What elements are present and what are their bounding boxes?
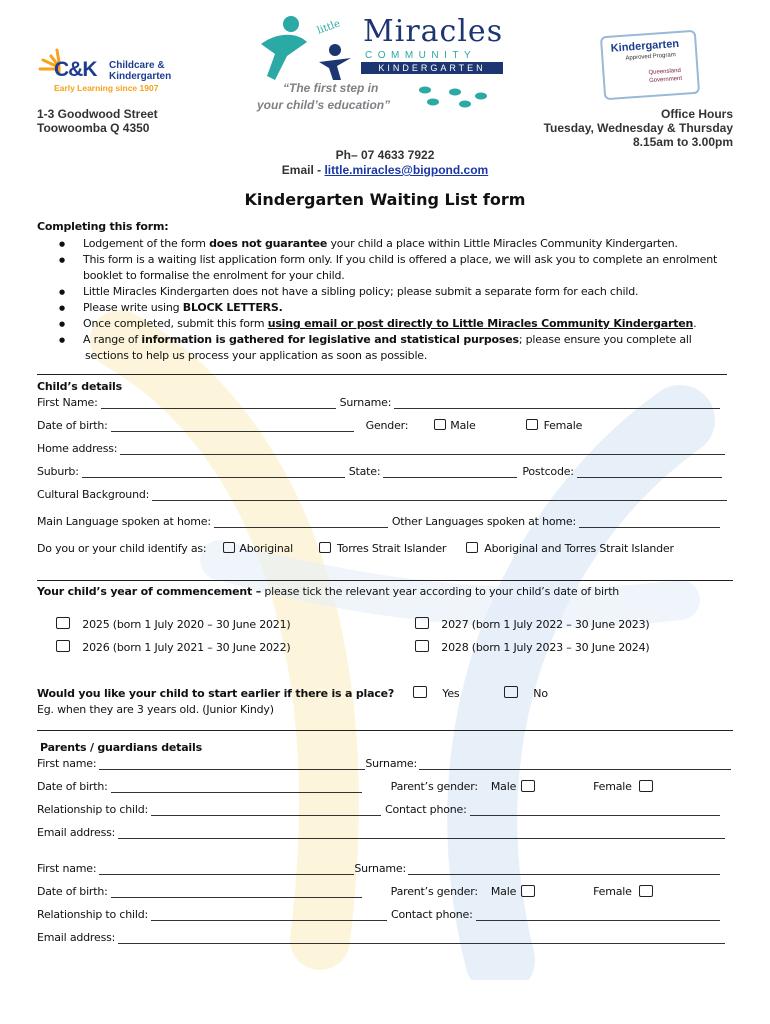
year-2026-checkbox[interactable] <box>56 640 70 652</box>
intro-heading: Completing this form: <box>37 220 169 233</box>
child-first-name-field[interactable] <box>101 397 336 409</box>
logo-kindergarten-band: KINDERGARTEN <box>361 62 503 74</box>
parent1-relationship-field[interactable] <box>151 804 381 816</box>
intro-bullet-1: ● Lodgement of the form does not guarantee your child a place within Little Miracles Community Kindergarten. <box>37 236 747 252</box>
child-surname-field[interactable] <box>394 397 720 409</box>
office-hours-time: 8.15am to 3.00pm <box>632 135 733 149</box>
intro-bullet-2: ● This form is a waiting list application form only. If you child is offered a place, we will ask you to complete an enrolment booklet to formalise the enrolment for your child. <box>37 252 747 284</box>
parent2-contact-label: Contact phone: <box>390 908 473 921</box>
email-link[interactable]: little.miracles@bigpond.com <box>324 163 489 177</box>
identify-label: Do you or your child identify as: <box>37 542 207 555</box>
parent2-female-label: Female <box>593 885 632 898</box>
parent2-dob-row <box>37 885 653 898</box>
child-cultural-row <box>37 488 727 501</box>
logo-community: COMMUNITY <box>365 50 477 61</box>
early-no-checkbox[interactable] <box>504 686 518 698</box>
email-line <box>0 163 770 178</box>
footprints-icon <box>415 82 495 116</box>
child-dob-label: Date of birth: <box>37 419 108 432</box>
ck-line2: Kindergarten <box>109 71 172 82</box>
home-address-label: Home address: <box>37 442 118 455</box>
tsi-checkbox[interactable] <box>319 542 331 553</box>
parent2-email-label: Email address: <box>37 931 116 944</box>
parent1-first-name-field[interactable] <box>99 758 365 770</box>
phone: Ph– 07 4633 7922 <box>335 148 435 162</box>
parent2-relationship-row <box>37 908 720 921</box>
intro-bullet-6: ● A range of information is gathered for legislative and statistical purposes; please ensure you complete all sections to help us process your application as soon as possible. <box>37 332 747 364</box>
parent1-contact-label: Contact phone: <box>384 803 467 816</box>
both-label: Aboriginal and Torres Strait Islander <box>484 542 674 555</box>
miracles-logo <box>255 14 505 114</box>
child-name-row <box>37 396 720 409</box>
postcode-label: Postcode: <box>522 465 574 478</box>
parent2-first-name-label: First name: <box>37 862 97 875</box>
parent2-dob-label: Date of birth: <box>37 885 108 898</box>
child-female-label: Female <box>543 419 583 432</box>
parent1-female-label: Female <box>593 780 632 793</box>
early-yes-checkbox[interactable] <box>413 686 427 698</box>
year-2026-option: 2026 (born 1 July 2021 – 30 June 2022) <box>56 640 290 654</box>
parent2-dob-field[interactable] <box>111 886 362 898</box>
year-2028-option: 2028 (born 1 July 2023 – 30 June 2024) <box>415 640 649 654</box>
child-male-checkbox[interactable] <box>434 419 446 430</box>
parent2-contact-field[interactable] <box>476 909 720 921</box>
both-checkbox[interactable] <box>466 542 478 553</box>
badge-gov: Queensland Government <box>648 67 683 85</box>
parent2-name-row <box>37 862 720 875</box>
email-label: Email - <box>281 163 325 177</box>
child-language-row <box>37 515 720 528</box>
child-gender-label: Gender: <box>365 419 409 432</box>
approved-program-badge <box>600 30 700 101</box>
child-dob-row <box>37 419 582 432</box>
child-suburb-row <box>37 465 722 478</box>
parent1-relationship-row <box>37 803 720 816</box>
children-figures-icon <box>257 14 357 84</box>
parents-heading: Parents / guardians details <box>40 741 202 754</box>
parent2-female-checkbox[interactable] <box>639 885 653 897</box>
parent1-email-label: Email address: <box>37 826 116 839</box>
parent1-surname-label: Surname: <box>365 757 417 770</box>
child-male-label: Male <box>450 419 476 432</box>
main-language-label: Main Language spoken at home: <box>37 515 211 528</box>
office-hours-days: Tuesday, Wednesday & Thursday <box>543 121 733 135</box>
badge-title: Kindergarten <box>610 37 680 55</box>
other-language-label: Other Languages spoken at home: <box>391 515 576 528</box>
child-identify-row <box>37 542 674 555</box>
aboriginal-checkbox[interactable] <box>223 542 235 553</box>
parent2-surname-field[interactable] <box>408 863 720 875</box>
postcode-field[interactable] <box>577 466 722 478</box>
suburb-label: Suburb: <box>37 465 79 478</box>
parent1-contact-field[interactable] <box>470 804 720 816</box>
intro-bullet-3: ● Little Miracles Kindergarten does not have a sibling policy; please submit a separate form for each child. <box>37 284 747 300</box>
other-language-field[interactable] <box>579 516 720 528</box>
child-heading: Child’s details <box>37 380 122 393</box>
parent1-name-row <box>37 757 731 770</box>
commencement-heading: Your child’s year of commencement – please tick the relevant year according to your child’s date of birth <box>37 585 620 598</box>
address-line-1: 1-3 Goodwood Street <box>37 107 158 121</box>
aboriginal-label: Aboriginal <box>239 542 294 555</box>
parent2-email-field[interactable] <box>118 932 725 944</box>
year-2027-checkbox[interactable] <box>415 617 429 629</box>
parent1-female-checkbox[interactable] <box>639 780 653 792</box>
logo-tagline-2: your child’s education” <box>257 98 391 112</box>
early-no-option: No <box>504 686 548 700</box>
section-divider-1 <box>37 374 727 375</box>
address-line-2: Toowoomba Q 4350 <box>37 121 150 135</box>
year-2025-option: 2025 (born 1 July 2020 – 30 June 2021) <box>56 617 290 631</box>
cultural-label: Cultural Background: <box>37 488 150 501</box>
parent1-dob-row <box>37 780 653 793</box>
parent2-email-row <box>37 931 725 944</box>
parent1-first-name-label: First name: <box>37 757 97 770</box>
tsi-label: Torres Strait Islander <box>337 542 447 555</box>
parent1-email-row <box>37 826 725 839</box>
child-female-checkbox[interactable] <box>526 419 538 430</box>
parent1-relationship-label: Relationship to child: <box>37 803 148 816</box>
section-divider-3 <box>37 730 733 731</box>
form-title: Kindergarten Waiting List form <box>244 190 526 209</box>
main-language-field[interactable] <box>214 516 388 528</box>
early-start-example: Eg. when they are 3 years old. (Junior Kindy) <box>37 703 274 716</box>
child-dob-field[interactable] <box>111 420 354 432</box>
year-2025-checkbox[interactable] <box>56 617 70 629</box>
logo-miracles-word: Miracles <box>363 14 504 49</box>
suburb-field[interactable] <box>82 466 345 478</box>
ck-line1: Childcare & <box>109 60 165 71</box>
parent2-male-checkbox[interactable] <box>521 885 535 897</box>
cultural-field[interactable] <box>152 489 727 501</box>
parent2-relationship-label: Relationship to child: <box>37 908 148 921</box>
ck-logo <box>37 46 187 94</box>
ck-tagline: Early Learning since 1907 <box>54 83 159 93</box>
parent2-first-name-field[interactable] <box>99 863 354 875</box>
year-2028-checkbox[interactable] <box>415 640 429 652</box>
year-2027-option: 2027 (born 1 July 2022 – 30 June 2023) <box>415 617 649 631</box>
state-label: State: <box>348 465 381 478</box>
child-first-name-label: First Name: <box>37 396 98 409</box>
intro-bullet-5: ● Once completed, submit this form using email or post directly to Little Miracles Community Kindergarten. <box>37 316 747 332</box>
parent2-surname-label: Surname: <box>354 862 406 875</box>
logo-tagline-1: “The first step in <box>283 81 379 95</box>
home-address-field[interactable] <box>120 443 725 455</box>
parent1-gender-label: Parent’s gender: <box>390 780 478 793</box>
logo-little: little <box>315 18 342 37</box>
child-surname-label: Surname: <box>339 396 392 409</box>
early-yes-option: Yes <box>413 686 459 700</box>
parent2-relationship-field[interactable] <box>151 909 387 921</box>
parent1-surname-field[interactable] <box>419 758 731 770</box>
office-hours-title: Office Hours <box>660 107 733 121</box>
parent1-dob-label: Date of birth: <box>37 780 108 793</box>
parent1-male-checkbox[interactable] <box>521 780 535 792</box>
parent1-male-label: Male <box>490 780 517 793</box>
early-start-question: Would you like your child to start earlier if there is a place? <box>37 687 395 700</box>
intro-bullet-4: ● Please write using BLOCK LETTERS. <box>37 300 747 316</box>
badge-sub: Approved Program <box>625 52 676 62</box>
parent1-email-field[interactable] <box>118 827 725 839</box>
child-address-row <box>37 442 725 455</box>
state-field[interactable] <box>383 466 517 478</box>
parent2-gender-label: Parent’s gender: <box>390 885 478 898</box>
parent1-dob-field[interactable] <box>111 781 362 793</box>
section-divider-2 <box>37 580 733 581</box>
intro-list <box>37 236 747 364</box>
ck-main-text: C&K <box>54 58 97 81</box>
parent2-male-label: Male <box>490 885 517 898</box>
